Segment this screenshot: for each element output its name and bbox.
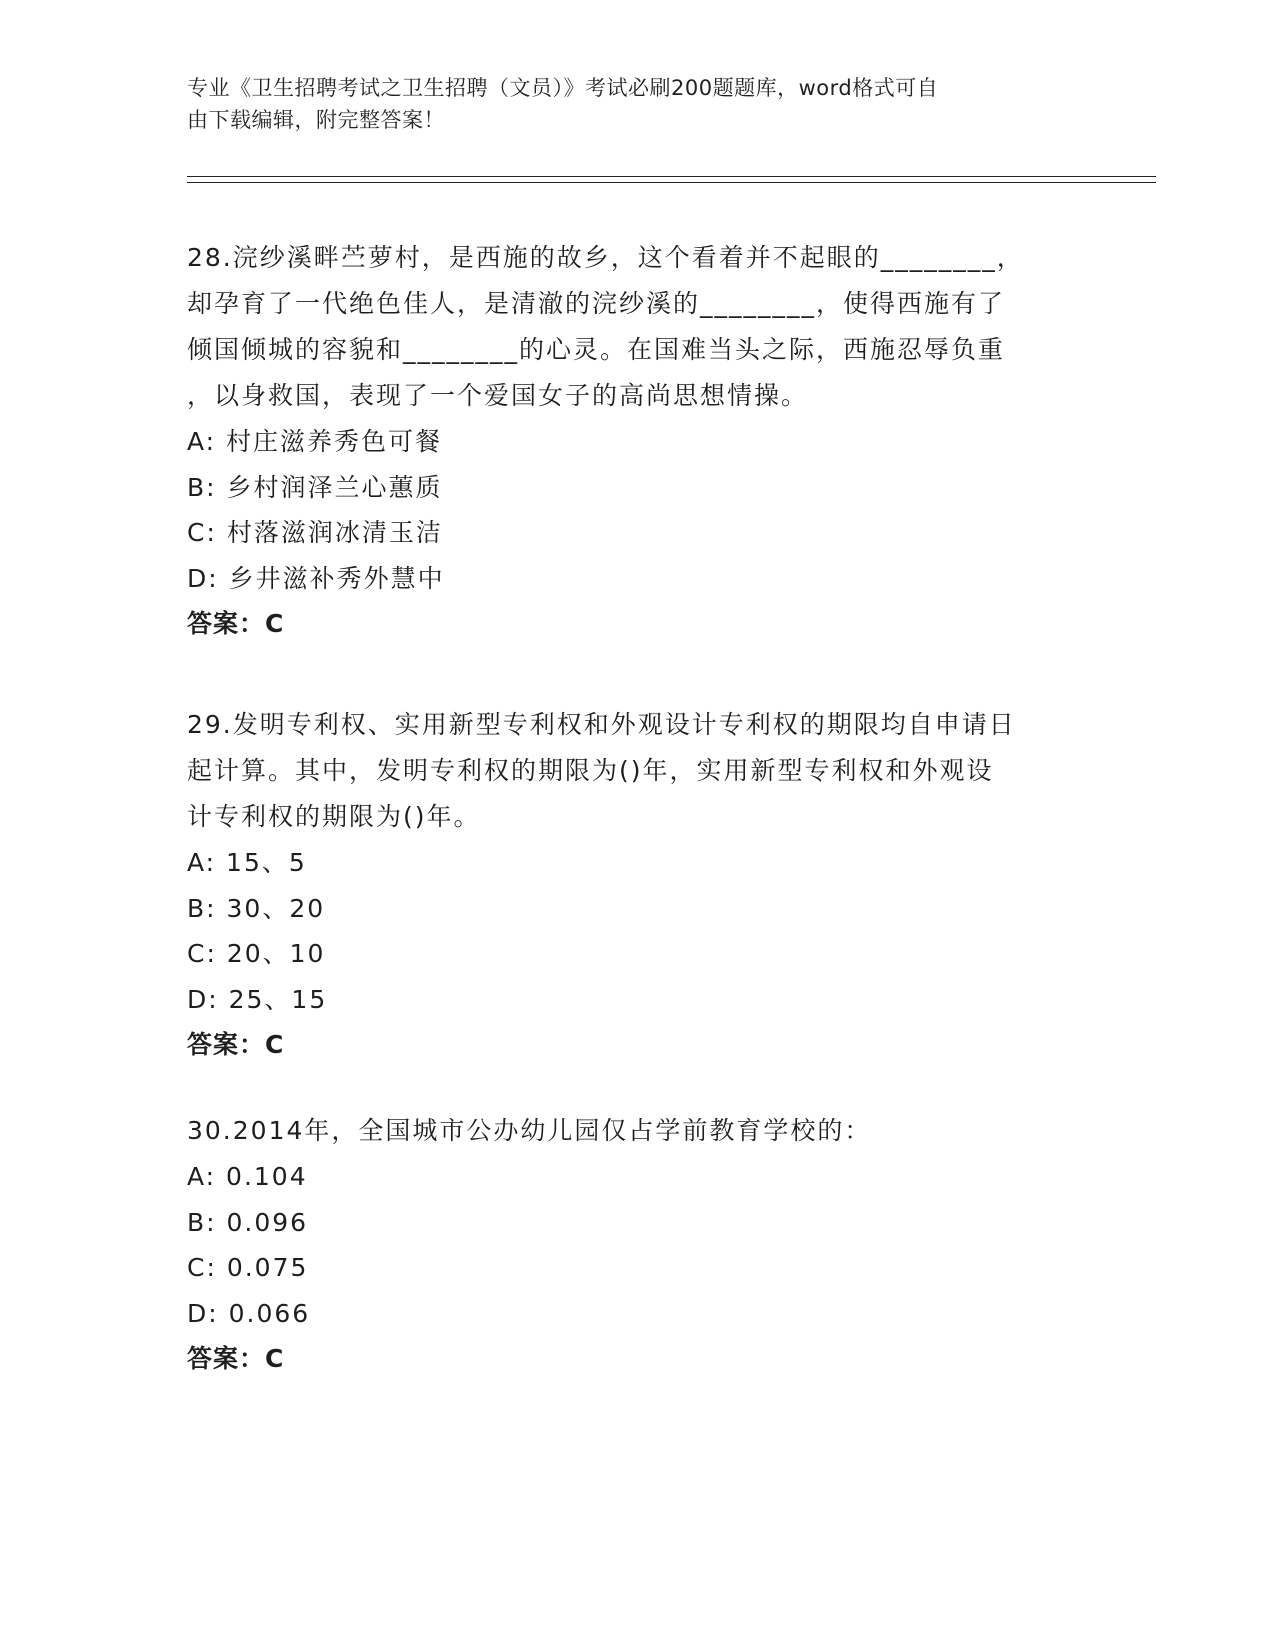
question-text-line: 28.浣纱溪畔苎萝村，是西施的故乡，这个看着并不起眼的________， <box>187 243 1024 272</box>
option-b: B: 乡村润泽兰心蕙质 <box>187 472 443 502</box>
question-29 <box>187 702 1077 1068</box>
answer: 答案：C <box>187 1030 285 1059</box>
question-text-line: 却孕育了一代绝色佳人，是清澈的浣纱溪的________，使得西施有了 <box>187 289 1006 318</box>
header-divider-bottom <box>187 182 1156 183</box>
question-text-line: 起计算。其中，发明专利权的期限为()年，实用新型专利权和外观设 <box>187 756 994 785</box>
answer: 答案：C <box>187 609 285 638</box>
option-a: A: 15、5 <box>187 848 307 877</box>
option-b: B: 30、20 <box>187 893 326 923</box>
answer: 答案：C <box>187 1344 285 1373</box>
option-d: D: 0.066 <box>187 1298 311 1328</box>
question-text-line: 30.2014年，全国城市公办幼儿园仅占学前教育学校的： <box>187 1116 872 1145</box>
option-d: D: 乡井滋补秀外慧中 <box>187 563 445 593</box>
document-header <box>187 72 1067 136</box>
header-divider-top <box>187 176 1156 177</box>
question-text-line: 倾国倾城的容貌和________的心灵。在国难当头之际，西施忍辱负重 <box>187 335 1006 364</box>
option-a: A: 村庄滋养秀色可餐 <box>187 427 443 456</box>
option-c: C: 20、10 <box>187 939 326 968</box>
question-text-line: 计专利权的期限为()年。 <box>187 802 481 831</box>
option-c: C: 村落滋润冰清玉洁 <box>187 518 443 547</box>
option-d: D: 25、15 <box>187 984 328 1014</box>
question-text-line: 29.发明专利权、实用新型专利权和外观设计专利权的期限均自申请日 <box>187 710 1016 739</box>
header-line-2: 由下载编辑，附完整答案！ <box>187 108 445 132</box>
option-c: C: 0.075 <box>187 1253 309 1282</box>
option-a: A: 0.104 <box>187 1162 308 1191</box>
header-line-1: 专业《卫生招聘考试之卫生招聘（文员）》考试必刷200题题库，word格式可自 <box>187 76 939 100</box>
question-30 <box>187 1108 1077 1382</box>
question-text-line: ，以身救国，表现了一个爱国女子的高尚思想情操。 <box>187 381 809 410</box>
question-28 <box>187 235 1077 647</box>
option-b: B: 0.096 <box>187 1207 309 1237</box>
